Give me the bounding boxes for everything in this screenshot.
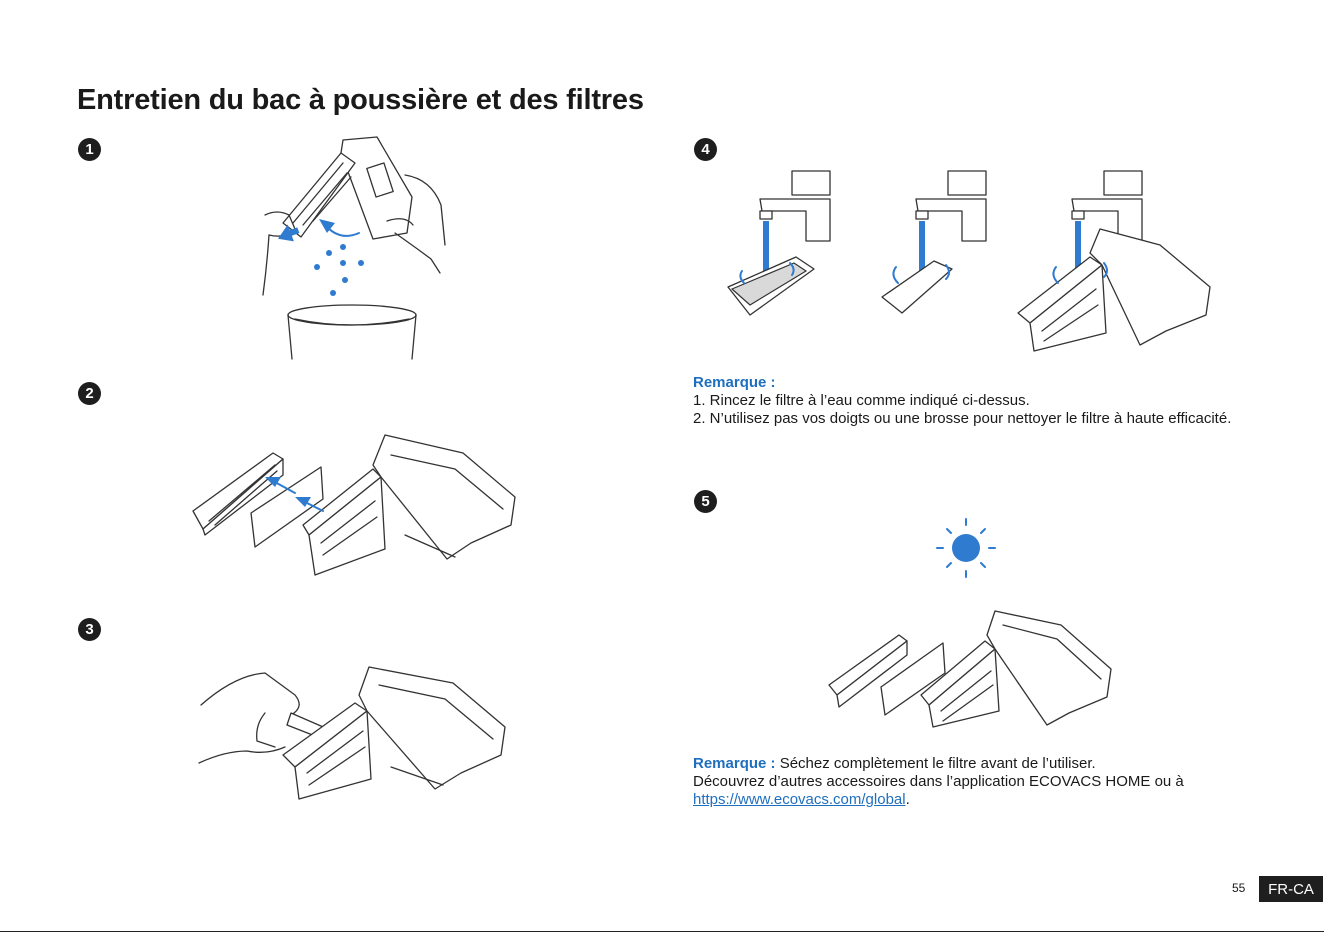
note-accessories-text: Découvrez d’autres accessoires dans l’application ECOVACS HOME ou à [693,773,1184,790]
dustbin-emptying-illustration [255,135,455,365]
link-suffix: . [905,791,910,808]
note-rinse [693,374,1231,428]
page-title: Entretien du bac à poussière et des filtres [77,84,644,116]
step-2-badge: 2 [78,382,101,405]
filter-rinsing-illustration [720,165,1220,355]
step-4-badge: 4 [694,138,717,161]
page-number: 55 [1232,881,1246,895]
language-tag: FR-CA [1259,876,1323,902]
step-1-badge: 1 [78,138,101,161]
brush-cleaning-illustration [195,655,510,800]
step-5-badge: 5 [694,490,717,513]
bottom-rule [0,931,1324,932]
ecovacs-link[interactable]: https://www.ecovacs.com/global [693,791,906,808]
note-label-2: Remarque : [693,755,776,772]
sun-icon [937,519,995,577]
note-dry [693,755,1246,809]
sun-drying-illustration [825,515,1115,730]
note-line-1: 1. Rincez le filtre à l’eau comme indiqué ci-dessus. [693,392,1030,409]
note-dry-text: Séchez complètement le filtre avant de l’utiliser. [775,755,1096,772]
note-line-2: 2. N’utilisez pas vos doigts ou une brosse pour nettoyer le filtre à haute efficacité. [693,410,1232,427]
filter-removal-illustration [185,425,520,585]
step-3-badge: 3 [78,618,101,641]
note-label: Remarque : [693,374,776,391]
